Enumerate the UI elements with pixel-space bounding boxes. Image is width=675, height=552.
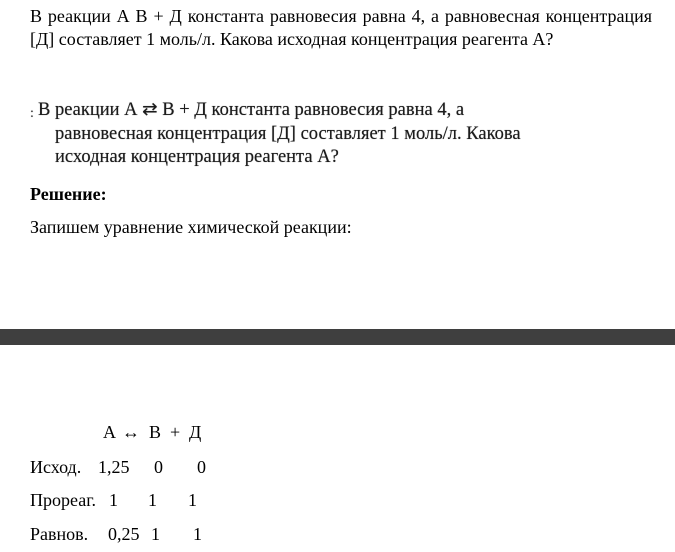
equilibrium-arrow-icon: ↔ [122,422,140,442]
scan-line-1: В реакции А ⇄ В + Д константа равновесия равна 4, а [38,100,465,120]
value-b: 0 [154,457,163,477]
problem-text: В реакции А В + Д константа равновесия равна 4, а равновесная концентрация [Д] составляет 1 моль/л. Какова исходная концентрация реагента А? [30,6,652,49]
equation-product-d: Д [189,422,202,442]
value-d: 1 [193,524,202,544]
cropped-text-fragment [42,92,282,96]
row-label: Прореаг. [30,490,97,510]
value-b: 1 [151,524,160,544]
value-b: 1 [148,490,157,510]
value-d: 1 [188,490,197,510]
value-a: 1,25 [98,457,130,477]
value-a: 0,25 [108,524,140,544]
row-label: Исход. [30,457,82,477]
solution-heading: Решение: [30,184,107,204]
value-d: 0 [197,457,206,477]
intro-text: Запишем уравнение химической реакции: [30,217,352,237]
scan-line-2: равновесная концентрация [Д] составляет 1 моль/л. Какова [55,124,521,144]
equation-plus: + [170,422,181,442]
value-a: 1 [109,490,118,510]
equation-reactant: А [103,422,116,442]
row-label: Равнов. [30,524,89,544]
page-divider [0,329,675,345]
scanned-problem-image [30,92,560,165]
scan-line-3: исходная концентрация реагента А? [55,147,339,167]
equation-product-b: В [149,422,162,442]
list-marker: : [30,106,34,121]
